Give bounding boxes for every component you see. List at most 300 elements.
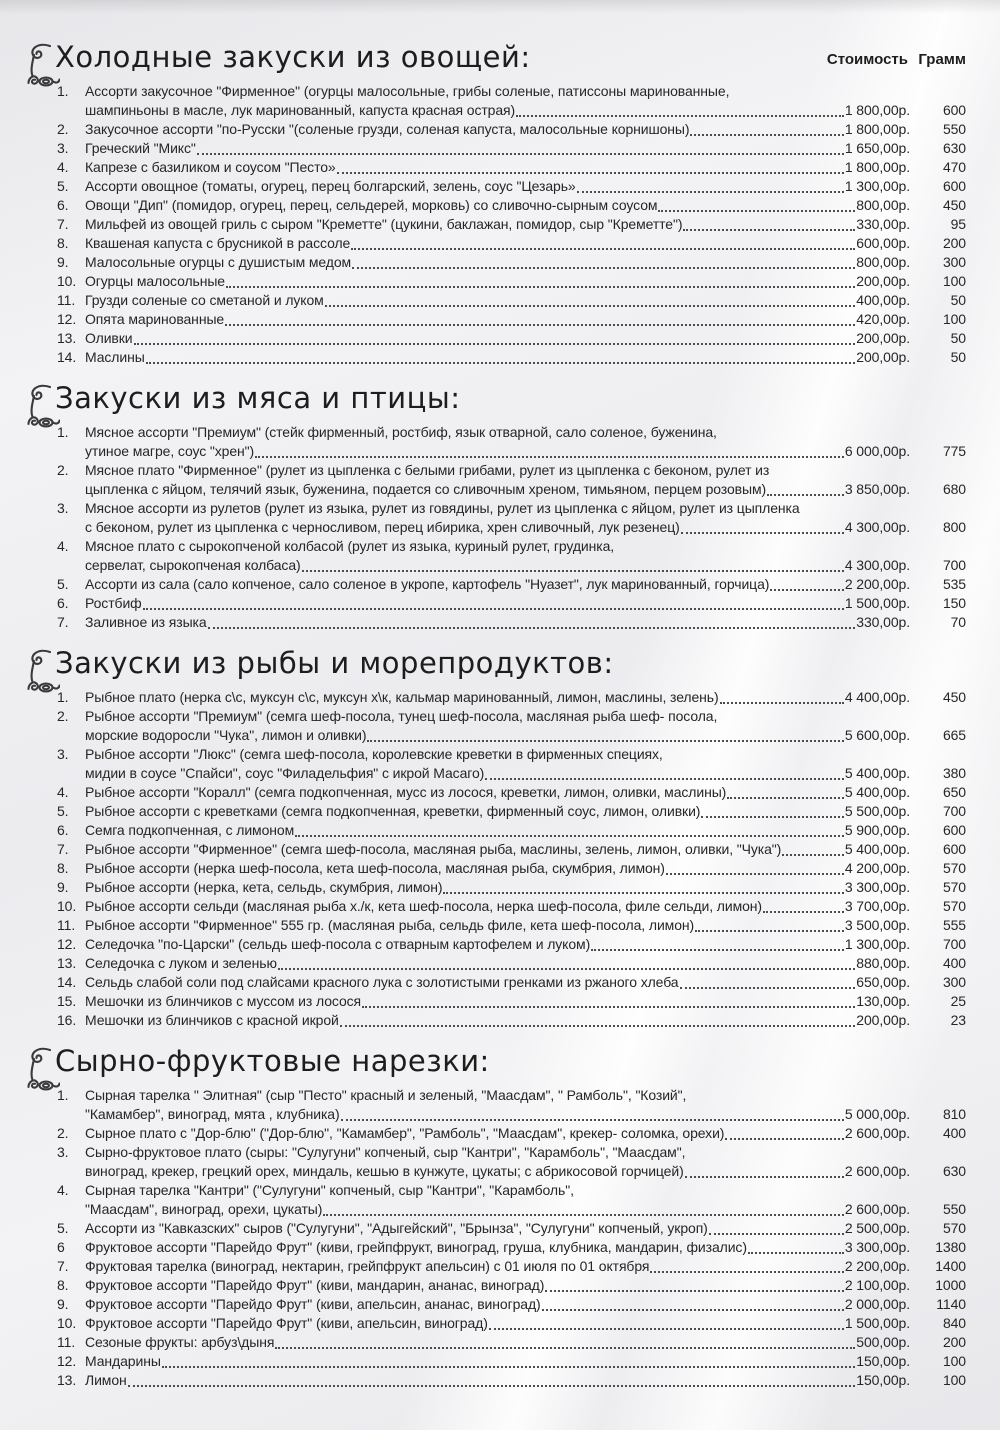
item-body [85,707,966,745]
item-text: Закусочное ассорти "по-Русски "(соленые грузди, соленая капуста, малосольные корнишоны) [85,121,690,137]
menu-section [30,40,966,367]
flourish-icon [26,383,60,429]
item-number: 9. [57,879,69,895]
item-grams: 600 [942,102,966,118]
item-grams: 570 [942,879,966,895]
dot-leader [337,160,844,174]
section-title: Сырно-фруктовые нарезки: [55,1044,490,1078]
item-body [85,992,966,1011]
item-price: 5 400,00р. [844,841,910,857]
item-price: 2 600,00р. [844,1163,910,1179]
item-grams: 200 [942,1334,966,1350]
item-number: 5. [57,1220,69,1236]
menu-item [57,1124,966,1143]
item-grams: 535 [942,576,966,592]
item-price-line [85,688,966,707]
item-text: морские водоросли "Чука", лимон и оливки) [85,727,367,743]
dot-leader [351,236,855,250]
item-number: 11. [57,292,76,308]
dot-leader [352,255,855,269]
item-grams: 550 [942,1201,966,1217]
item-price: 330,00р. [856,614,910,630]
dot-leader [489,1316,844,1330]
section-title: Холодные закуски из овощей: [55,40,531,74]
item-price: 2 200,00р. [844,576,910,592]
item-price: 5 400,00р. [844,784,910,800]
item-price-line [85,992,966,1011]
item-grams: 100 [942,1372,966,1388]
item-number: 1. [57,689,69,705]
item-text: Грузди соленые со сметаной и луком [85,292,324,308]
item-body [85,139,966,158]
item-text: Семга подкопченная, с лимоном [85,822,295,838]
item-price: 5 600,00р. [844,727,910,743]
item-number: 7. [57,841,69,857]
menu-item [57,802,966,821]
dot-leader [340,1013,856,1027]
item-text: Заливное из языка [85,614,207,630]
item-grams: 600 [942,841,966,857]
item-grams: 840 [942,1315,966,1331]
dot-leader [323,1202,844,1216]
item-number: 7. [57,614,69,630]
item-price: 420,00р. [856,311,910,327]
item-price: 2 600,00р. [844,1201,910,1217]
item-price-line [85,215,966,234]
item-grams: 555 [942,917,966,933]
menu-section [30,1044,966,1390]
item-price-line [85,764,966,783]
item-text: шампиньоны в масле, лук маринованный, капуста красная острая) [85,102,516,118]
item-grams: 23 [950,1012,966,1028]
item-price: 6 000,00р. [844,443,910,459]
item-price-line [85,1371,966,1390]
item-number: 7. [57,1258,69,1274]
menu-item [57,253,966,272]
dot-leader [763,899,844,913]
item-text: сервелат, сырокопченая колбаса) [85,557,301,573]
item-text: Сельдь слабой соли под слайсами красного лука с золотистыми гренками из ржаного хлеба [85,974,679,990]
item-text: Фруктовое ассорти "Парейдо Фрут" (киви, мандарин, ананас, виноград) [85,1277,545,1293]
item-price: 150,00р. [856,1353,910,1369]
item-text: Мандарины [85,1353,161,1369]
item-price-line [85,859,966,878]
item-price-line [85,973,966,992]
item-number: 6. [57,197,69,213]
item-price: 5 900,00р. [844,822,910,838]
dot-leader [295,823,844,837]
dot-leader [725,1126,843,1140]
menu-item [57,310,966,329]
item-number: 8. [57,860,69,876]
item-body [85,1314,966,1333]
item-body [85,253,966,272]
item-body [85,954,966,973]
dot-leader [162,1354,856,1368]
price-column-header: Стоимость [826,51,908,68]
item-text: Греческий "Микс" [85,140,196,156]
dot-leader [690,122,843,136]
menu-item [57,348,966,367]
menu-item [57,954,966,973]
item-price: 3 500,00р. [844,917,910,933]
item-price: 1 300,00р. [844,178,910,194]
item-grams: 450 [942,197,966,213]
item-price-line [85,272,966,291]
section-header [30,381,966,415]
item-text: Опята маринованные [85,311,225,327]
dot-leader [748,1240,844,1254]
item-number: 5. [57,178,69,194]
item-price: 200,00р. [856,1012,910,1028]
section-title: Закуски из рыбы и морепродуктов: [55,646,614,680]
item-number: 1. [57,1087,69,1103]
item-body [85,878,966,897]
item-text: Рыбное ассорти "Люкс" (семга шеф-посола, королевские креветки в фирменных специях, [85,746,663,762]
menu-item [57,783,966,802]
menu-item [57,1314,966,1333]
item-price-line [85,878,966,897]
section-items [30,423,966,632]
dot-leader [225,312,855,326]
item-grams: 650 [942,784,966,800]
item-text: Мешочки из блинчиков с муссом из лосося [85,993,362,1009]
item-body [85,291,966,310]
menu-item [57,594,966,613]
section-header [30,646,966,680]
item-number: 16. [57,1012,77,1028]
dot-leader [302,558,844,572]
item-body [85,1011,966,1030]
menu-item [57,1257,966,1276]
item-price: 800,00р. [856,254,910,270]
item-price-line [85,329,966,348]
item-text: Ассорти овощное (томаты, огурец, перец болгарский, зелень, соус "Цезарь» [85,178,576,194]
menu-item [57,158,966,177]
item-grams: 100 [942,273,966,289]
item-number: 2. [57,708,69,724]
menu-item [57,120,966,139]
item-grams: 570 [942,860,966,876]
item-text: мидии в соусе "Спайси", соус "Филадельфия" с икрой Масаго) [85,765,485,781]
item-text: Рыбное ассорти (нерка шеф-посола, кета шеф-посола, масляная рыба, скумбрия, лимон) [85,860,665,876]
dot-leader [770,577,843,591]
item-text: Ассорти закусочное "Фирменное" (огурцы малосольные, грибы соленые, патиссоны маринованные, [85,83,730,99]
item-price-line [85,120,966,139]
item-price: 1 300,00р. [844,936,910,952]
item-price-line [85,802,966,821]
dot-leader [208,615,856,629]
menu-item [57,1371,966,1390]
item-number: 11. [57,1334,76,1350]
item-body [85,1371,966,1390]
item-grams: 100 [942,311,966,327]
item-body [85,745,966,783]
item-text: Рыбное плато (нерка с\с, муксун с\с, муксун х\к, кальмар маринованный, лимон, маслины, зелень) [85,689,719,705]
item-price: 3 700,00р. [844,898,910,914]
item-price-line [85,234,966,253]
item-price: 1 650,00р. [844,140,910,156]
item-price-line [85,1124,966,1143]
item-grams: 380 [942,765,966,781]
menu-item [57,1086,966,1124]
dot-leader [362,994,855,1008]
item-number: 3. [57,500,69,516]
item-number: 5. [57,803,69,819]
item-grams: 1400 [935,1258,966,1274]
item-price-line [85,1105,966,1124]
item-price: 2 000,00р. [844,1296,910,1312]
item-text: утиное магре, соус "хрен") [85,443,255,459]
dot-leader [701,804,843,818]
item-number: 6. [57,822,69,838]
dot-leader [197,141,844,155]
item-text: Мясное плато с сырокопченой колбасой (рулет из языка, куриный рулет, грудинка, [85,538,615,554]
item-body [85,859,966,878]
item-number: 14. [57,974,77,990]
item-grams: 50 [950,330,966,346]
menu-item [57,537,966,575]
menu-item [57,499,966,537]
dot-leader [683,217,855,231]
item-price: 400,00р. [856,292,910,308]
item-text: Ассорти из сала (сало копченое, сало соленое в укропе, картофель "Нуазет", лук маринованный, горчица) [85,576,770,592]
item-number: 4. [57,1182,69,1198]
item-body [85,1086,966,1124]
dot-leader [485,766,844,780]
item-price-line [85,840,966,859]
menu-item [57,423,966,461]
item-grams: 1000 [935,1277,966,1293]
item-number: 10. [57,1315,77,1331]
dot-leader [658,198,855,212]
item-price: 330,00р. [856,216,910,232]
item-price: 880,00р. [856,955,910,971]
section-items [30,688,966,1030]
dot-leader [666,861,844,875]
item-body [85,1143,966,1181]
dot-leader [681,520,844,534]
item-price-line [85,935,966,954]
dot-leader [255,444,844,458]
dot-leader [720,690,844,704]
dot-leader [128,1373,856,1387]
item-price-line [85,253,966,272]
menu-item [57,859,966,878]
section-items [30,1086,966,1390]
item-price-line [85,196,966,215]
item-price: 1 500,00р. [844,595,910,611]
dot-leader [650,1259,843,1273]
item-text: Рыбное ассорти "Премиум" (семга шеф-посола, тунец шеф-посола, масляная рыба шеф- посола, [85,708,718,724]
menu-item [57,821,966,840]
dot-leader [782,842,844,856]
item-body [85,461,966,499]
section-header [30,40,966,74]
section-header [30,1044,966,1078]
item-text: Сырная тарелка "Кантри" ("Сулугуни" копченый, сыр "Кантри", "Карамболь", [85,1182,574,1198]
item-text: Мешочки из блинчиков с красной икрой [85,1012,339,1028]
item-text: Сырно-фруктовое плато (сыры: "Сулугуни" копченый, сыр "Кантри", "Карамболь", "Маасдам", [85,1144,686,1160]
dot-leader [367,728,843,742]
item-price-line [85,1238,966,1257]
item-price: 500,00р. [856,1334,910,1350]
item-price-line [85,101,966,120]
item-price: 3 300,00р. [844,879,910,895]
item-body [85,499,966,537]
item-price: 5 500,00р. [844,803,910,819]
item-price: 4 200,00р. [844,860,910,876]
item-text: Мясное ассорти из рулетов (рулет из языка, рулет из говядины, рулет из цыпленка с яйцом, рулет из цыпленка [85,500,800,516]
menu-item [57,461,966,499]
item-price-line [85,1352,966,1371]
item-price-line [85,518,966,537]
dot-leader [516,103,844,117]
grams-column-header: Грамм [918,51,966,68]
item-body [85,1352,966,1371]
item-text: Фруктовое ассорти "Парейдо Фрут" (киви, грейпфрукт, виноград, груша, клубника, мандарин, физалис) [85,1239,747,1255]
item-grams: 70 [950,614,966,630]
item-number: 13. [57,1372,77,1388]
item-number: 12. [57,936,77,952]
menu-item [57,1181,966,1219]
item-price-line [85,575,966,594]
item-price: 600,00р. [856,235,910,251]
item-grams: 300 [942,254,966,270]
item-number: 12. [57,1353,77,1369]
item-grams: 50 [950,349,966,365]
menu-item [57,1352,966,1371]
menu-item [57,935,966,954]
item-price: 1 800,00р. [844,121,910,137]
item-price: 2 200,00р. [844,1258,910,1274]
item-number: 10. [57,273,77,289]
item-price: 5 000,00р. [844,1106,910,1122]
item-text: Ростбиф [85,595,142,611]
section-items [30,82,966,367]
item-price: 4 300,00р. [844,519,910,535]
item-text: Лимон [85,1372,127,1388]
menu-item [57,234,966,253]
item-price-line [85,158,966,177]
item-number: 13. [57,330,77,346]
item-grams: 700 [942,557,966,573]
item-text: Мильфей из овощей гриль с сыром "Креметте" (цукини, баклажан, помидор, сыр "Креметте") [85,216,683,232]
item-price: 200,00р. [856,273,910,289]
item-number: 6. [57,595,69,611]
dot-leader [695,918,844,932]
item-price-line [85,1162,966,1181]
menu-sections [30,40,966,1390]
menu-section [30,646,966,1030]
item-grams: 700 [942,803,966,819]
item-number: 1. [57,83,69,99]
flourish-icon [26,1046,60,1092]
item-grams: 550 [942,121,966,137]
item-text: Рыбное ассорти с креветками (семга подкопченная, креветки, фирменный соус, лимон, оливки) [85,803,701,819]
item-price-line [85,1200,966,1219]
item-number: 9. [57,1296,69,1312]
dot-leader [143,596,844,610]
menu-item [57,878,966,897]
item-price-line [85,1219,966,1238]
item-price: 150,00р. [856,1372,910,1388]
item-price: 200,00р. [856,330,910,346]
item-grams: 200 [942,235,966,251]
menu-item [57,139,966,158]
dot-leader [577,179,844,193]
menu-item [57,916,966,935]
item-text: "Маасдам", виноград, орехи, цукаты) [85,1201,323,1217]
item-grams: 570 [942,1220,966,1236]
item-text: виноград, крекер, грецкий орех, миндаль, кешью в кунжуте, цукаты; с абрикосовой горчицей) [85,1163,684,1179]
item-price: 200,00р. [856,349,910,365]
item-body [85,594,966,613]
column-headers [827,51,966,74]
item-price: 2 500,00р. [844,1220,910,1236]
menu-item [57,1219,966,1238]
item-grams: 800 [942,519,966,535]
item-grams: 300 [942,974,966,990]
item-body [85,82,966,120]
dot-leader [325,293,856,307]
item-body [85,935,966,954]
item-price-line [85,954,966,973]
item-price: 4 400,00р. [844,689,910,705]
item-price-line [85,556,966,575]
menu-item [57,973,966,992]
item-number: 12. [57,311,77,327]
item-body [85,537,966,575]
menu-item [57,82,966,120]
item-number: 3. [57,140,69,156]
item-text: Фруктовая тарелка (виноград, нектарин, грейпфрукт апельсин) с 01 июля по 01 октября [85,1258,650,1274]
item-text: "Камамбер", виноград, мята , клубника) [85,1106,340,1122]
item-price: 2 600,00р. [844,1125,910,1141]
item-body [85,802,966,821]
item-number: 3. [57,1144,69,1160]
item-price-line [85,726,966,745]
item-text: Фруктовое ассорти "Парейдо Фрут" (киви, апельсин, виноград) [85,1315,488,1331]
dot-leader [685,1164,844,1178]
item-body [85,1295,966,1314]
item-number: 4. [57,159,69,175]
dot-leader [134,331,856,345]
item-text: Сырное плато с "Дор-блю" ("Дор-блю", "Камамбер", "Рамболь", "Маасдам", крекер- соломка, орехи) [85,1125,725,1141]
menu-item [57,707,966,745]
item-grams: 600 [942,822,966,838]
item-number: 3. [57,746,69,762]
item-body [85,196,966,215]
item-grams: 630 [942,1163,966,1179]
item-number: 7. [57,216,69,232]
item-price-line [85,897,966,916]
item-text: Рыбное ассорти (нерка, кета, сельдь, скумбрия, лимон) [85,879,443,895]
item-price: 1 500,00р. [844,1315,910,1331]
item-number: 10. [57,898,77,914]
item-text: Овощи "Дип" (помидор, огурец, перец, сельдерей, морковь) со сливочно-сырным соусом [85,197,658,213]
menu-item [57,840,966,859]
menu-item [57,613,966,632]
item-price: 2 100,00р. [844,1277,910,1293]
menu-item [57,575,966,594]
menu-item [57,992,966,1011]
item-body [85,821,966,840]
menu-item [57,897,966,916]
item-body [85,158,966,177]
item-grams: 95 [950,216,966,232]
menu-item [57,215,966,234]
